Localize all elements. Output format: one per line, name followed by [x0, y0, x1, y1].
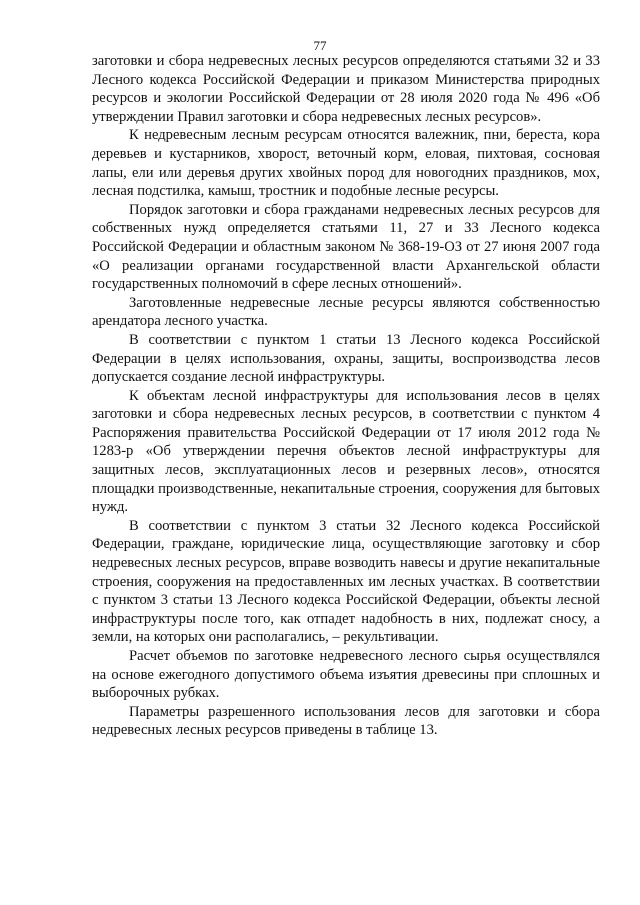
paragraph-continuation: заготовки и сбора недревесных лесных ресурсов определяются статьями 32 и 33 Лесного кодекса Российской Федерации и приказом Министерства природных ресурсов и экологии Российской Федерации от 28 июля 2020 года № 496 «Об утверждении Правил заготовки и сбора недревесных лесных ресурсов». — [92, 53, 600, 125]
paragraph-non-timber-resources-list: К недревесным лесным ресурсам относятся валежник, пни, береста, кора деревьев и кустарников, хворост, веточный корм, еловая, пихтовая, сосновая лапы, ели или деревья других хвойных пород для новогодних праздников, мох, лесная подстилка, камыш, тростник и подобные лесные ресурсы. — [92, 127, 600, 200]
page-number: 77 — [313, 38, 327, 53]
paragraph-forest-infrastructure: В соответствии с пунктом 1 статьи 13 Лесного кодекса Российской Федерации в целях использования, охраны, защиты, воспроизводства лесов допускается создание лесной инфраструктуры. — [92, 331, 600, 386]
document-body — [92, 52, 600, 740]
paragraph-table-reference: Параметры разрешенного использования лесов для заготовки и сбора недревесных лесных ресурсов приведены в таблице 13. — [92, 703, 600, 739]
paragraph-ownership: Заготовленные недревесные лесные ресурсы являются собственностью арендатора лесного участка. — [92, 294, 600, 330]
paragraph-volume-calculation: Расчет объемов по заготовке недревесного лесного сырья осуществлялся на основе ежегодного допустимого объема изъятия древесины при сплошных и выборочных рубках. — [92, 648, 600, 702]
paragraph-citizens-procedure: Порядок заготовки и сбора гражданами недревесных лесных ресурсов для собственных нужд определяется статьями 11, 27 и 33 Лесного кодекса Российской Федерации и областным законом № 368-19-ОЗ от 27 июня 2007 года «О реализации органами государственной власти Архангельской области государственных полномочий в сфере лесных отношений». — [92, 201, 600, 293]
paragraph-infrastructure-objects: К объектам лесной инфраструктуры для использования лесов в целях заготовки и сбора недревесных лесных ресурсов, в соответствии с пунктом 4 Распоряжения правительства Российской Федерации от 17 июля 2012 года № 1283-р «Об утверждении перечня объектов лесной инфраструктуры для защитных лесов, эксплуатационных лесов и резервных лесов», относятся площадки производственные, некапитальные строения, сооружения для бытовых нужд. — [92, 387, 600, 516]
paragraph-temporary-structures: В соответствии с пунктом 3 статьи 32 Лесного кодекса Российской Федерации, граждане, юридические лица, осуществляющие заготовку и сбор недревесных лесных ресурсов, вправе возводить навесы и другие некапитальные строения, сооружения на предоставленных им лесных участках. В соответствии с пунктом 3 статьи 13 Лесного кодекса Российской Федерации, объекты лесной инфраструктуры после того, как отпадет надобность в них, подлежат сносу, а земли, на которых они располагались, – рекультивации. — [92, 517, 600, 646]
